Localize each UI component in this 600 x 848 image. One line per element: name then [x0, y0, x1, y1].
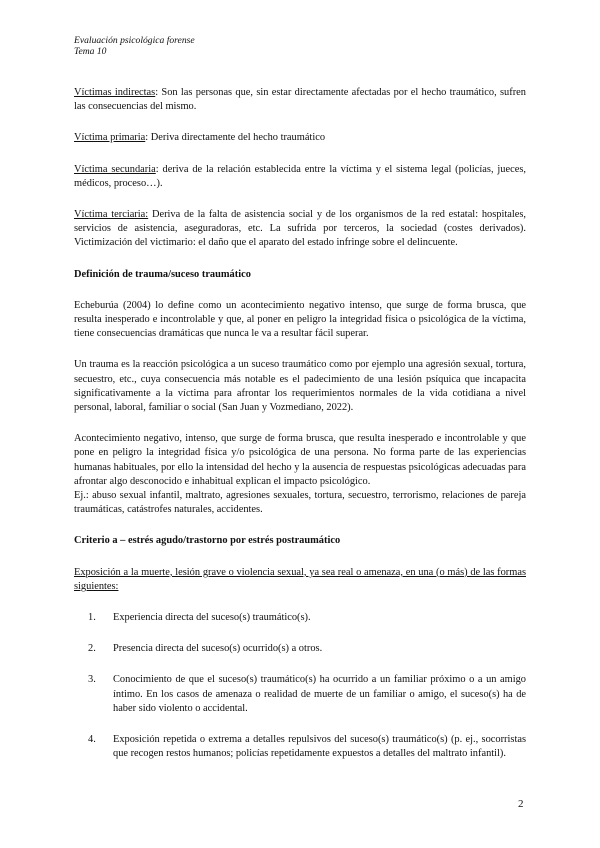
paragraph-victima-primaria	[74, 131, 526, 145]
definition-text: deriva de la relación establecida entre la víctima y el sistema legal (policías, jueces, médicos, proceso…).	[74, 163, 526, 189]
paragraph-victima-terciaria	[74, 208, 526, 251]
page-content	[74, 86, 526, 762]
list-item	[74, 733, 526, 761]
list-text: Experiencia directa del suceso(s) traumático(s).	[113, 612, 311, 624]
criterio-list	[74, 611, 526, 761]
header-course-title: Evaluación psicológica forense	[74, 35, 195, 46]
list-text: Presencia directa del suceso(s) ocurrido(s) a otros.	[113, 643, 323, 655]
paragraph-acontecimiento: Acontecimiento negativo, intenso, que surge de forma brusca, que resulta inesperado e incontrolable y que pone en peligro la integridad física y/o psicológica de una persona. No forma parte de las experiencias humanas habituales, por ello la intensidad del hecho y la ausencia de respuestas psicológicas adecuadas para afrontar algo desconocido e inhabitual explican el impacto psicológico.	[74, 433, 526, 487]
section-heading-definicion: Definición de trauma/suceso traumático	[74, 268, 251, 280]
paragraph-ejemplos: Ej.: abuso sexual infantil, maltrato, agresiones sexuales, tortura, secuestro, terrorismo, relaciones de pareja traumáticas, catástrofes naturales, accidentes.	[74, 490, 526, 516]
paragraph-victima-secundaria	[74, 163, 526, 191]
list-number: 2.	[88, 643, 96, 655]
criterio-intro: Exposición a la muerte, lesión grave o violencia sexual, ya sea real o amenaza, en una (o más) de las formas siguientes:	[74, 566, 526, 592]
term-separator: :	[155, 163, 163, 175]
paragraph-trauma: Un trauma es la reacción psicológica a un suceso traumático como por ejemplo una agresión sexual, tortura, secuestro, etc., cuya consecuencia más notable es el padecimiento de una lesión psíquica que incapacita significativamente a la víctima para afrontar los requerimientos normales de la vida cotidiana a nivel personal, laboral, familiar o social (San Juan y Vozmediano, 2022).	[74, 359, 526, 414]
list-text: Conocimiento de que el suceso(s) traumático(s) ha ocurrido a un familiar próximo o a un amigo íntimo. En los casos de amenaza o realidad de muerte de un familiar o amigo, el suceso(s) ha de haber sido violento o accidental.	[113, 674, 526, 714]
definition-text: Son las personas que, sin estar directamente afectadas por el hecho traumático, sufren las consecuencias del mismo.	[74, 87, 526, 113]
list-number: 4.	[88, 734, 96, 746]
term-separator: :	[145, 132, 151, 144]
paragraph-echeburua: Echeburúa (2004) lo define como un acontecimiento negativo intenso, que surge de forma brusca, que resulta inesperado e incontrolable y que, al poner en peligro la integridad física o psicológica de la víctima, tiene consecuencias dramáticas que nunca le va a resultar fácil superar.	[74, 299, 526, 340]
header-topic: Tema 10	[74, 46, 107, 57]
definition-text: Deriva de la falta de asistencia social y de los organismos de la red estatal: hospitales, servicios de asistencia, aseguradoras, etc. La sufrida por terceros, la sociedad (costes derivados). Victimización del victimario: el daño que el aparato del estado infringe sobre el delincuente.	[74, 209, 527, 249]
list-item	[74, 642, 526, 656]
term-victimas-indirectas: Víctimas indirectas	[74, 87, 156, 98]
term-victima-secundaria: Víctima secundaria	[74, 163, 156, 175]
definition-text: Deriva directamente del hecho traumático	[150, 132, 326, 144]
list-number: 1.	[88, 612, 96, 624]
list-item	[74, 673, 526, 716]
term-victima-terciaria: Víctima terciaria:	[74, 209, 149, 221]
list-item	[74, 611, 526, 625]
list-number: 3.	[88, 674, 96, 686]
term-separator: :	[155, 87, 162, 98]
term-victima-primaria: Víctima primaria	[74, 132, 146, 144]
page-number: 2	[518, 798, 524, 810]
page-header	[74, 35, 195, 57]
paragraph-victimas-indirectas	[74, 86, 526, 114]
list-text: Exposición repetida o extrema a detalles repulsivos del suceso(s) traumático(s) (p. ej., socorristas que recogen restos humanos; policías repetidamente expuestos a detalles del maltrato infantil).	[113, 734, 526, 760]
section-heading-criterio: Criterio a – estrés agudo/trastorno por estrés postraumático	[74, 535, 341, 547]
